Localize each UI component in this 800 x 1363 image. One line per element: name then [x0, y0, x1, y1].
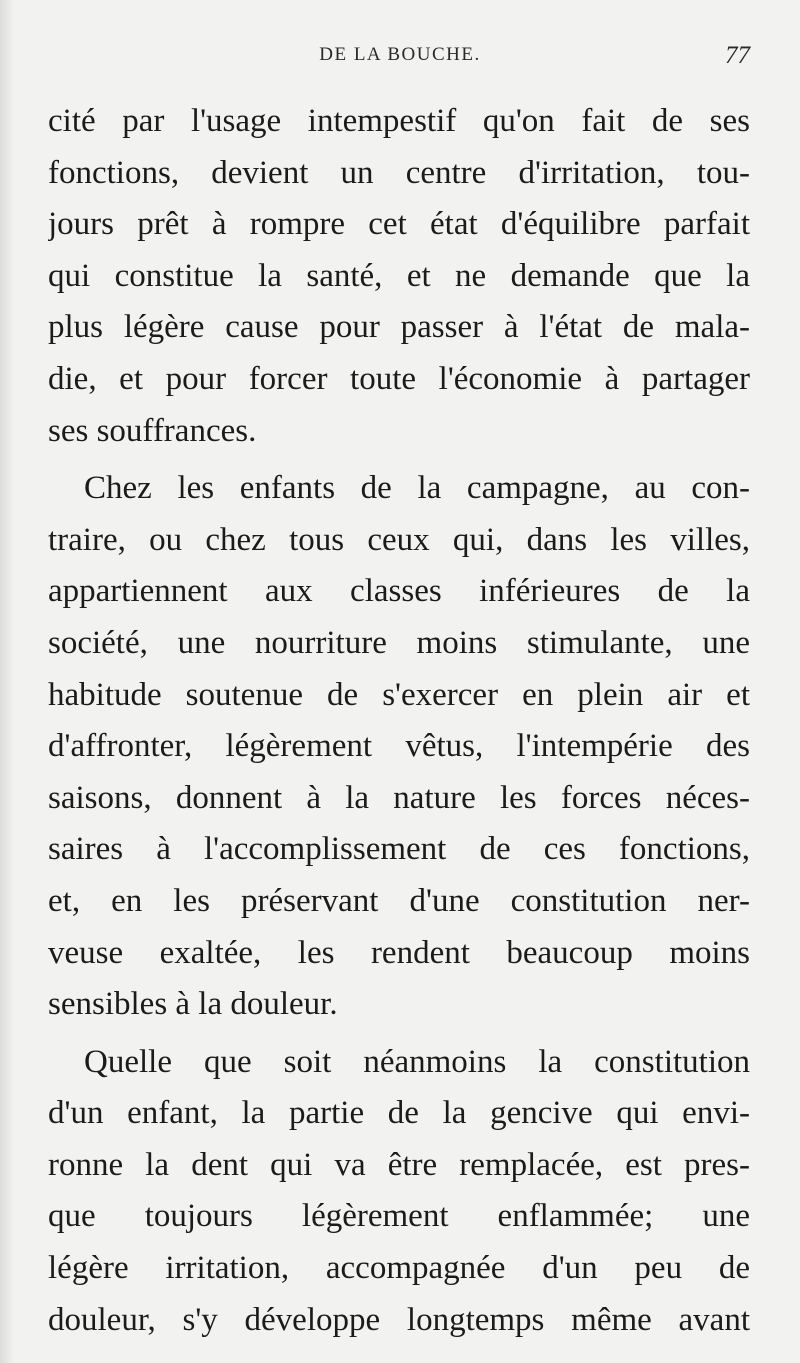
text-line: die, et pour forcer toute l'économie à partager — [48, 360, 750, 397]
running-header — [0, 44, 800, 74]
text-line: d'un enfant, la partie de la gencive qui envi- — [48, 1095, 750, 1132]
text-line: société, une nourriture moins stimulante, une — [48, 624, 750, 661]
text-line: traire, ou chez tous ceux qui, dans les villes, — [48, 521, 750, 558]
page-number: 77 — [725, 42, 750, 69]
text-line: cité par l'usage intempestif qu'on fait de ses — [48, 103, 750, 139]
text-line: Chez les enfants de la campagne, au con- — [84, 470, 750, 507]
text-line: douleur, s'y développe longtemps même avant — [48, 1301, 750, 1338]
text-line: que toujours légèrement enflammée; une — [48, 1198, 750, 1235]
text-line: saisons, donnent à la nature les forces néces- — [48, 779, 750, 816]
text-line: d'affronter, légèrement vêtus, l'intempérie des — [48, 728, 750, 765]
text-line: jours prêt à rompre cet état d'équilibre parfait — [48, 206, 750, 243]
text-line: appartiennent aux classes inférieures de la — [48, 573, 750, 610]
text-line: légère irritation, accompagnée d'un peu de — [48, 1250, 750, 1287]
running-title: DE LA BOUCHE. — [319, 44, 481, 65]
text-line: et, en les préservant d'une constitution ner- — [48, 882, 750, 919]
text-line: Quelle que soit néanmoins la constitution — [84, 1043, 750, 1080]
paragraph — [48, 1037, 750, 1347]
text-line: fonctions, devient un centre d'irritation, tou- — [48, 154, 750, 191]
text-line: plus légère cause pour passer à l'état de mala- — [48, 309, 750, 346]
text-line: sensibles à la douleur. — [48, 986, 338, 1023]
text-line: veuse exaltée, les rendent beaucoup moins — [48, 934, 750, 971]
text-line: ses souffrances. — [48, 412, 257, 449]
text-line: qui constitue la santé, et ne demande que la — [48, 257, 750, 294]
text-line: ronne la dent qui va être remplacée, est pres- — [48, 1146, 750, 1183]
text-line: saires à l'accomplissement de ces fonctions, — [48, 831, 750, 868]
paragraph — [48, 463, 750, 1031]
body-text — [48, 96, 750, 1346]
paragraph — [48, 96, 750, 457]
text-line: habitude soutenue de s'exercer en plein air et — [48, 676, 750, 713]
